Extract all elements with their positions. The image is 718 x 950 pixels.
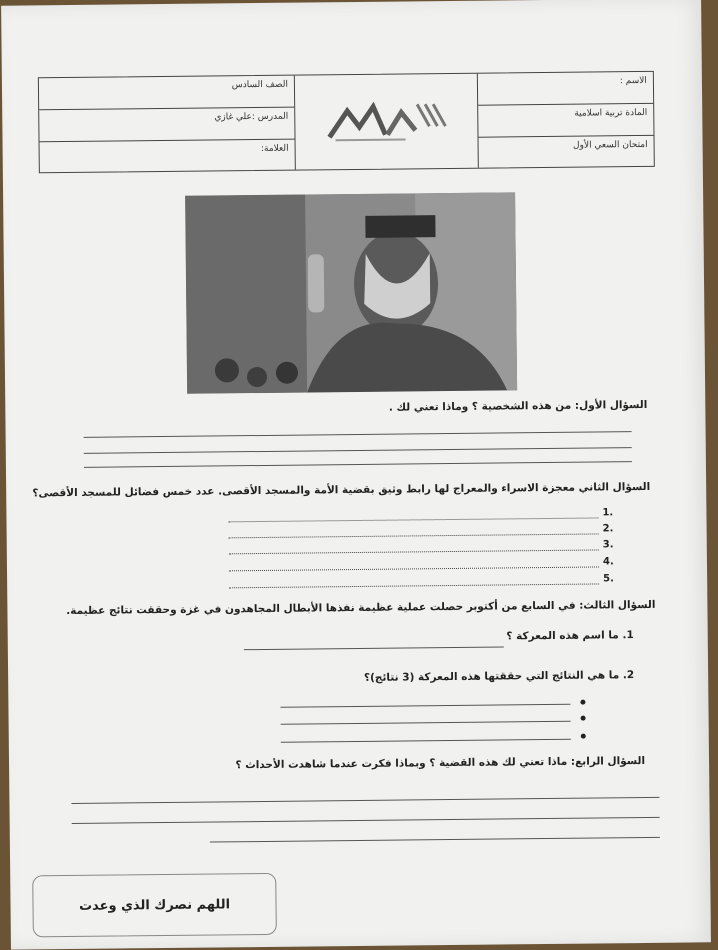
answer-line [84,431,632,438]
mark-label: العلامة: [260,143,289,154]
subject-label: المادة تربية اسلامية [478,104,653,138]
answer-dotted-line [229,583,599,588]
list-number: 1. [602,507,614,519]
answer-line [210,837,660,843]
bullet-icon [581,734,586,739]
teacher-label: المدرس :علي غازي [39,108,294,143]
question-2: السؤال الثاني معجزة الاسراء والمعراج لها رابط وثيق بقضية الأمة والمسجد الأقصى. عدد خمس فضائل للمسجد الأقصى؟ [32,480,651,500]
question-3-part-1: 1. ما اسم هذه المعركة ؟ [506,629,634,643]
question-3-part-2: 2. ما هي النتائج التي حققتها هذه المعركة (3 نتائج)؟ [363,669,635,684]
question-4: السؤال الرابع: ماذا تعني لك هذه القضية ؟ وبماذا فكرت عندما شاهدت الأحداث ؟ [235,754,646,772]
grade-label: الصف السادس [39,76,294,111]
list-number: 3. [602,539,614,551]
question-3: السؤال الثالث: في السابع من أكتوبر حصلت عملية عظيمة نفذها الأبطال المجاهدون في غزة وحققت نتائج عظيمة. [66,598,656,618]
answer-line [280,704,570,708]
student-info-column [477,72,654,168]
answer-dotted-line [229,533,599,538]
class-info-column [39,76,296,173]
answer-line [84,461,632,468]
list-number: 4. [602,556,614,568]
exam-label: امتحان السعي الأول [572,139,648,151]
name-label: الاسم : [478,72,653,106]
bullet-icon [581,716,586,721]
answer-dotted-line [229,566,599,571]
answer-line [84,447,632,454]
list-number: 5. [603,573,614,585]
answer-dotted-line [229,517,599,522]
prayer-box: اللهم نصرك الذي وعدت [32,873,277,938]
logo-cell [295,74,480,170]
bullet-icon [580,700,585,705]
answer-dotted-line [229,549,599,554]
exam-paper [1,0,711,950]
answer-line [281,721,571,725]
question-1: السؤال الأول: من هذه الشخصية ؟ وماذا تعني لك . [388,398,648,414]
list-number: 2. [602,523,614,535]
exam-header-table [38,71,655,173]
school-logo [325,96,449,145]
answer-line [71,797,659,804]
masked-figure-photo [185,192,517,393]
answer-line [281,739,571,743]
answer-line [72,817,660,824]
answer-line [244,646,504,650]
